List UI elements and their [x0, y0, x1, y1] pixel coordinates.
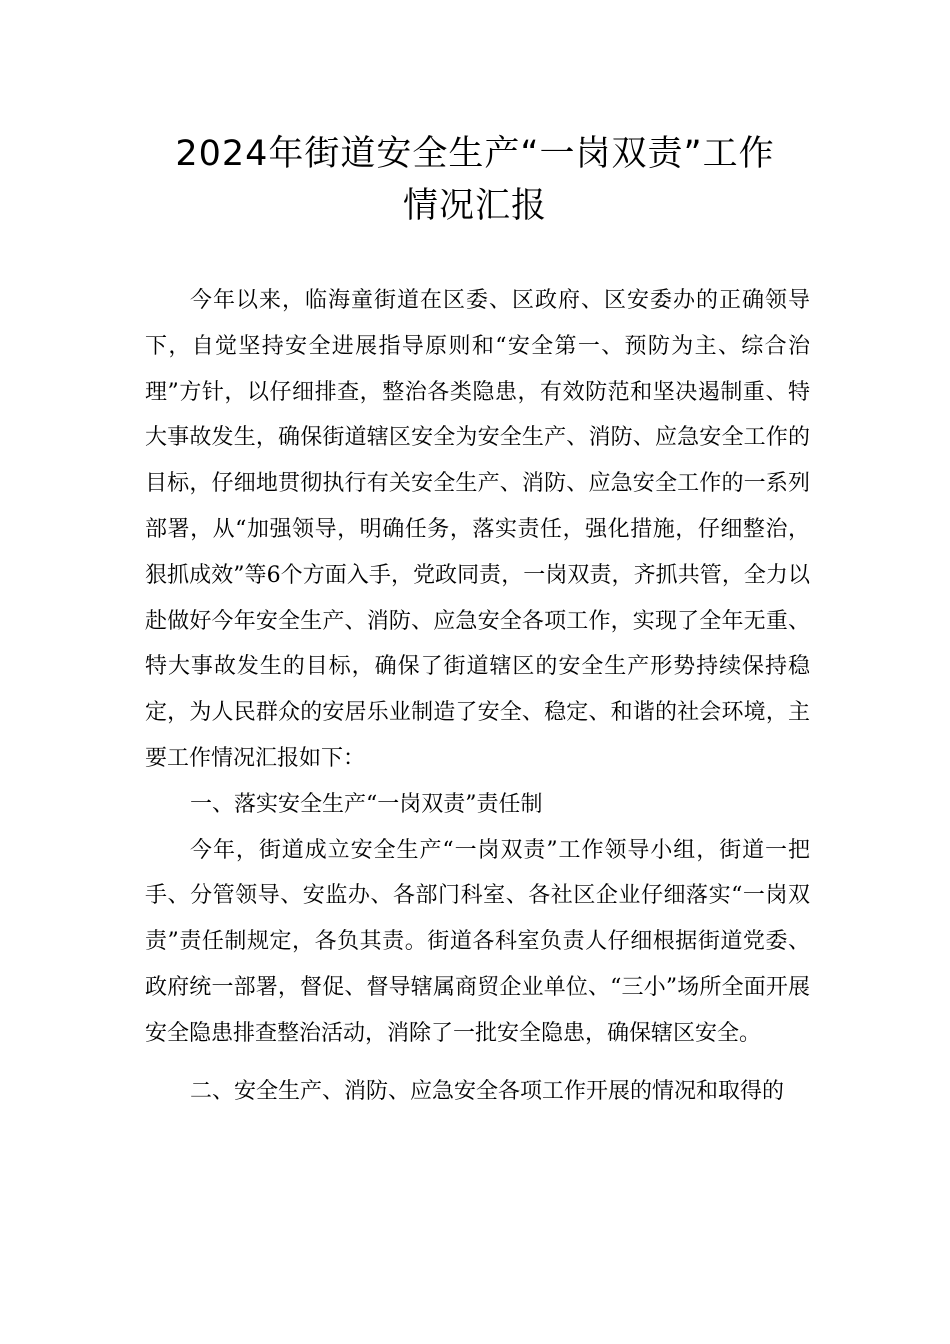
- document-title-line-1: 2024年街道安全生产“一岗双责”工作: [175, 134, 775, 174]
- document-body: [145, 278, 810, 1114]
- document-title-line-2: 情况汇报: [402, 186, 547, 226]
- intro-paragraph: 今年以来，临海童街道在区委、区政府、区安委办的正确领导下，自觉坚持安全进展指导原则和“安全第一、预防为主、综合治理”方针，以仔细排查，整治各类隐患，有效防范和坚决遏制重、特大事故发生，确保街道辖区安全为安全生产、消防、应急安全工作的目标，仔细地贯彻执行有关安全生产、消防、应急安全工作的一系列部署，从“加强领导，明确任务，落实责任，强化措施，仔细整治，狠抓成效”等6个方面入手，党政同责，一岗双责，齐抓共管，全力以赴做好今年安全生产、消防、应急安全各项工作，实现了全年无重、特大事故发生的目标，确保了街道辖区的安全生产形势持续保持稳定，为人民群众的安居乐业制造了安全、稳定、和谐的社会环境，主要工作情况汇报如下：: [145, 288, 810, 771]
- section-heading-1: 一、落实安全生产“一岗双责”责任制: [190, 791, 543, 817]
- section-heading-2: 二、安全生产、消防、应急安全各项工作开展的情况和取得的: [190, 1078, 785, 1104]
- section-1-paragraph: 今年，街道成立安全生产“一岗双责”工作领导小组，街道一把手、分管领导、安监办、各部门科室、各社区企业仔细落实“一岗双责”责任制规定，各负其责。街道各科室负责人仔细根据街道党委、政府统一部署，督促、督导辖属商贸企业单位、“三小”场所全面开展安全隐患排查整治活动，消除了一批安全隐患，确保辖区安全。: [145, 837, 810, 1046]
